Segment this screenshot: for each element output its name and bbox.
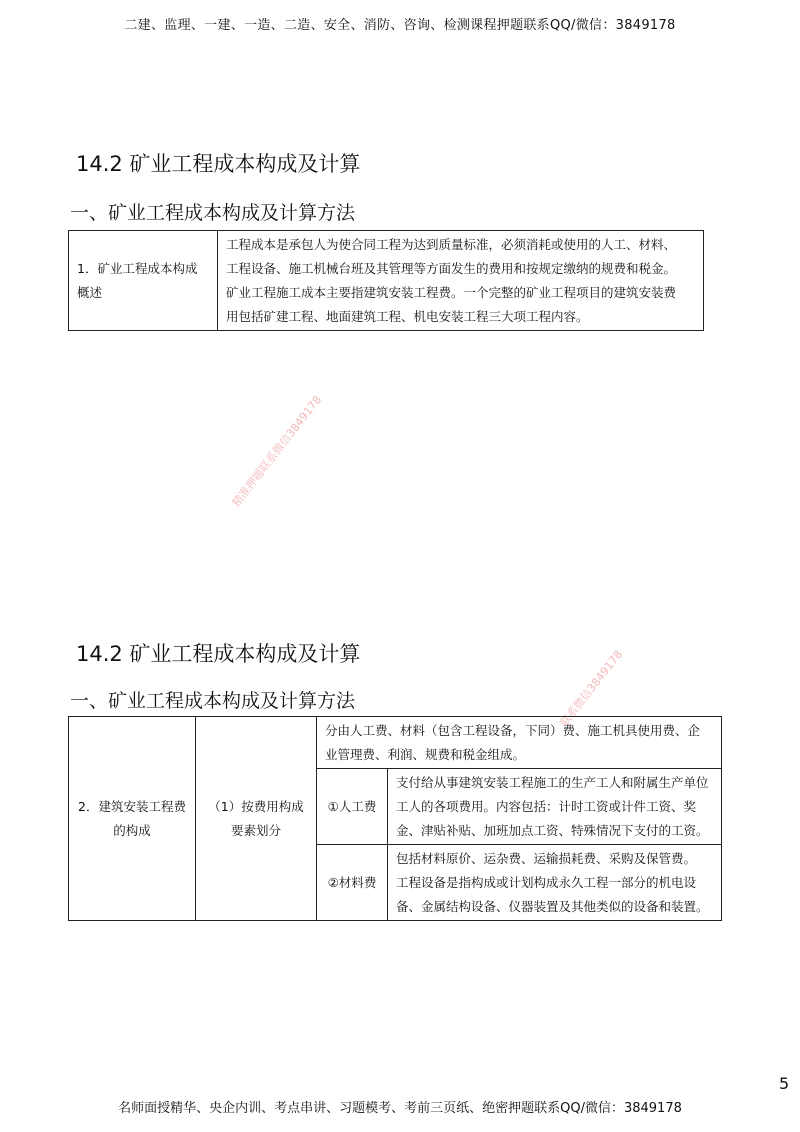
item-content: [388, 845, 722, 921]
header-banner: 二建、监理、一建、一造、二造、安全、消防、咨询、检测课程押题联系QQ/微信：3849178: [124, 18, 676, 33]
table-row: [69, 231, 704, 331]
page-number: 5: [779, 1074, 790, 1093]
section1-title: 14.2 矿业工程成本构成及计算: [76, 152, 361, 176]
table-row: [69, 717, 722, 769]
item-line: 工程设备是指构成或计划构成永久工程一部分的机电设: [396, 874, 697, 890]
cost-subcategory-label: （1）按费用构成要素划分: [196, 717, 317, 921]
item-name: ①人工费: [317, 769, 388, 845]
item-name: ②材料费: [317, 845, 388, 921]
content-line: 用包括矿建工程、地面建筑工程、机电安装工程三大项工程内容。: [226, 308, 589, 324]
section2-title: 14.2 矿业工程成本构成及计算: [76, 642, 361, 666]
watermark: 联系微信3849178: [557, 647, 626, 730]
item-line: 金、津贴补贴、加班加点工资、特殊情况下支付的工资。: [396, 822, 709, 838]
content-line: 工程成本是承包人为使合同工程为达到质量标准，必须消耗或使用的人工、材料、: [226, 236, 677, 252]
row-content: [218, 231, 704, 331]
item-line: 包括材料原价、运杂费、运输损耗费、采购及保管费。: [396, 850, 697, 866]
summary-line: 分由人工费、材料（包含工程设备，下同）费、施工机具使用费、企: [325, 722, 701, 738]
summary-cell: [317, 717, 722, 769]
section1-subtitle: 一、矿业工程成本构成及计算方法: [70, 202, 356, 224]
content-line: 工程设备、施工机械台班及其管理等方面发生的费用和按规定缴纳的规费和税金。: [226, 260, 677, 276]
item-line: 支付给从事建筑安装工程施工的生产工人和附属生产单位: [396, 774, 709, 790]
item-content: [388, 769, 722, 845]
cost-category-label: 2．建筑安装工程费的构成: [69, 717, 196, 921]
footer-banner: 名师面授精华、央企内训、考点串讲、习题模考、考前三页纸、绝密押题联系QQ/微信：3849178: [118, 1101, 682, 1116]
construction-cost-table: [68, 716, 722, 921]
item-line: 备、金属结构设备、仪器装置及其他类似的设备和装置。: [396, 898, 709, 914]
summary-line: 业管理费、利润、规费和税金组成。: [325, 746, 526, 762]
row-label: 1．矿业工程成本构成概述: [69, 231, 218, 331]
cost-overview-table: [68, 230, 704, 331]
item-line: 工人的各项费用。内容包括：计时工资或计件工资、奖: [396, 798, 697, 814]
section2-subtitle: 一、矿业工程成本构成及计算方法: [70, 690, 356, 712]
content-line: 矿业工程施工成本主要指建筑安装工程费。一个完整的矿业工程项目的建筑安装费: [226, 284, 677, 300]
watermark: 精准押题联系微信3849178: [229, 393, 325, 510]
